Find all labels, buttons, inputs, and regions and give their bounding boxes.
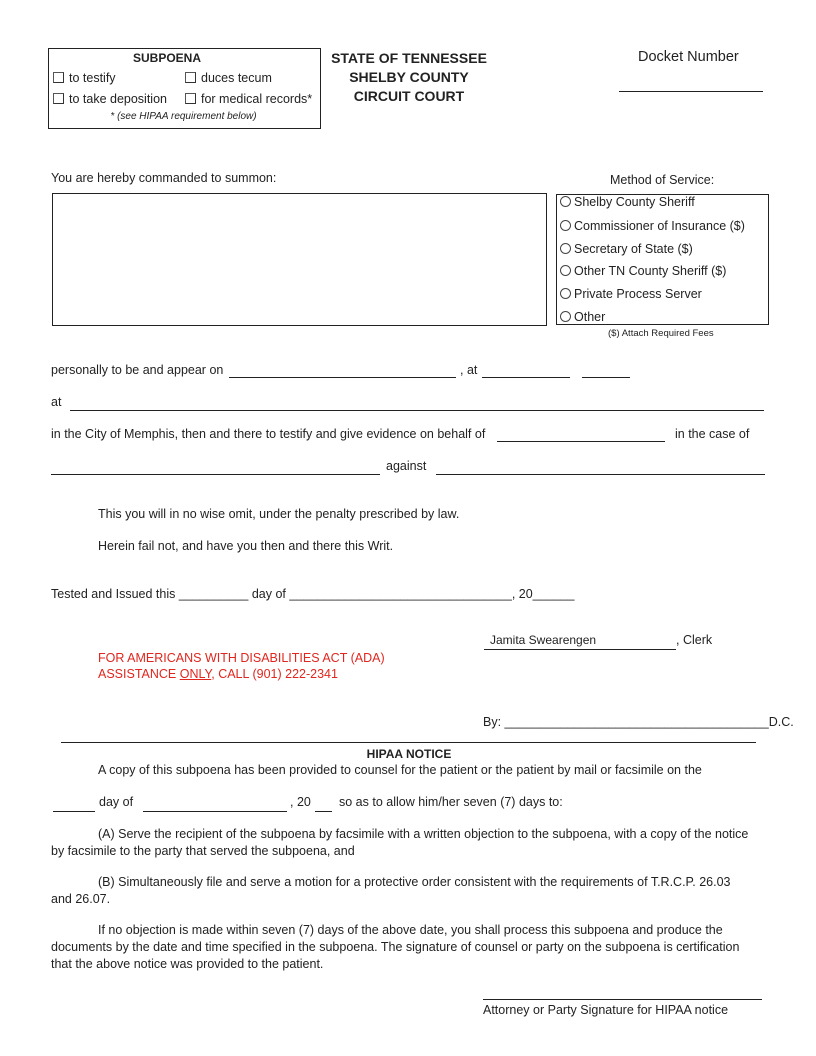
plaintiff-field[interactable] xyxy=(51,474,380,475)
to-take-deposition-checkbox[interactable] xyxy=(53,92,167,106)
ada-line2 xyxy=(98,667,338,681)
hipaa-item-b-line1: (B) Simultaneously file and serve a motion for a protective order consistent with the requirements of T.R.C.P. 26.03 xyxy=(98,875,731,889)
summon-label: You are hereby commanded to summon: xyxy=(51,171,277,185)
hipaa-notice-title: HIPAA NOTICE xyxy=(366,747,452,761)
checkbox-icon xyxy=(53,93,64,104)
omit-statement: This you will in no wise omit, under the penalty prescribed by law. xyxy=(98,507,460,521)
duces-tecum-checkbox[interactable] xyxy=(185,71,272,85)
behalf-of-field[interactable] xyxy=(497,441,665,442)
ada-phone-text: , CALL (901) 222-2341 xyxy=(211,667,338,681)
docket-number-field[interactable] xyxy=(619,91,763,92)
court-county: SHELBY COUNTY xyxy=(349,69,469,85)
radio-icon xyxy=(560,220,571,231)
clerk-suffix: , Clerk xyxy=(676,633,713,647)
service-option-other-tn-sheriff[interactable] xyxy=(560,264,726,278)
hipaa-so-as-label: so as to allow him/her seven (7) days to: xyxy=(339,795,563,809)
checkbox-icon xyxy=(53,72,64,83)
service-option-label: Other xyxy=(574,310,606,324)
hipaa-paragraph-c-line2: documents by the date and time specified in the subpoena. The signature of counsel or party on the subpoena is certification xyxy=(51,940,740,954)
to-testify-checkbox[interactable] xyxy=(53,71,116,85)
subpoena-title: SUBPOENA xyxy=(132,51,201,65)
radio-icon xyxy=(560,196,571,207)
service-option-commissioner-insurance[interactable] xyxy=(560,219,745,233)
tested-issued-line[interactable]: Tested and Issued this __________ day of ________________________________, 20______ xyxy=(51,587,575,601)
hipaa-signature-field[interactable] xyxy=(483,999,762,1000)
case-of-label: in the case of xyxy=(675,427,750,441)
service-option-shelby-sheriff[interactable] xyxy=(560,195,695,209)
clerk-name: Jamita Swearengen xyxy=(490,633,597,647)
medical-records-checkbox[interactable] xyxy=(185,92,312,106)
appear-ampm-field[interactable] xyxy=(582,377,630,378)
hipaa-year-label: , 20 xyxy=(290,795,311,809)
hipaa-item-b-line2: and 26.07. xyxy=(51,892,111,906)
service-option-private-process-server[interactable] xyxy=(560,287,702,301)
summon-recipient-box[interactable] xyxy=(52,193,547,326)
to-testify-label: to testify xyxy=(69,71,116,85)
checkbox-icon xyxy=(185,72,196,83)
ada-line1: FOR AMERICANS WITH DISABILITIES ACT (ADA) xyxy=(98,651,385,665)
ada-assistance-text: ASSISTANCE xyxy=(98,667,180,681)
deputy-clerk-signature-line[interactable]: By: ______________________________________D.C. xyxy=(483,715,794,729)
service-option-secretary-state[interactable] xyxy=(560,242,693,256)
hipaa-month-field[interactable] xyxy=(143,811,287,812)
method-of-service-box xyxy=(556,194,769,325)
clerk-name-line xyxy=(484,649,676,650)
hipaa-paragraph-1: A copy of this subpoena has been provided to counsel for the patient or the patient by mail or facsimile on the xyxy=(98,763,702,777)
hipaa-signature-label: Attorney or Party Signature for HIPAA notice xyxy=(483,1003,729,1017)
ada-only-text: ONLY xyxy=(179,667,212,681)
hipaa-day-field[interactable] xyxy=(53,811,95,812)
fees-note: ($) Attach Required Fees xyxy=(608,328,714,339)
appear-time-field[interactable] xyxy=(482,377,570,378)
checkbox-icon xyxy=(185,93,196,104)
service-option-other[interactable] xyxy=(560,310,605,324)
hipaa-requirement-note: * (see HIPAA requirement below) xyxy=(110,111,257,122)
service-option-label: Secretary of State ($) xyxy=(574,242,693,256)
against-label: against xyxy=(386,459,427,473)
service-option-label: Private Process Server xyxy=(574,287,702,301)
court-state: STATE OF TENNESSEE xyxy=(331,50,487,66)
location-at-label: at xyxy=(51,395,62,409)
method-of-service-title: Method of Service: xyxy=(610,173,715,187)
behalf-of-label: in the City of Memphis, then and there to testify and give evidence on behalf of xyxy=(51,427,486,441)
hipaa-year-field[interactable] xyxy=(315,811,332,812)
radio-icon xyxy=(560,311,571,322)
hipaa-item-a-line1: (A) Serve the recipient of the subpoena by facsimile with a written objection to the subpoena, with a copy of the notice xyxy=(98,827,749,841)
appear-on-label: personally to be and appear on xyxy=(51,363,224,377)
hipaa-day-of-label: day of xyxy=(99,795,134,809)
service-option-label: Shelby County Sheriff xyxy=(574,195,695,209)
docket-number-label: Docket Number xyxy=(638,49,739,65)
radio-icon xyxy=(560,265,571,276)
radio-icon xyxy=(560,288,571,299)
radio-icon xyxy=(560,243,571,254)
hipaa-item-a-line2: by facsimile to the party that served the subpoena, and xyxy=(51,844,355,858)
service-option-label: Commissioner of Insurance ($) xyxy=(574,219,745,233)
appear-date-field[interactable] xyxy=(229,377,456,378)
medical-records-label: for medical records* xyxy=(201,92,313,106)
defendant-field[interactable] xyxy=(436,474,765,475)
location-field[interactable] xyxy=(70,410,764,411)
fail-not-statement: Herein fail not, and have you then and there this Writ. xyxy=(98,539,394,553)
court-name: CIRCUIT COURT xyxy=(353,88,465,104)
hipaa-paragraph-c-line1: If no objection is made within seven (7) days of the above date, you shall process this subpoena and produce the xyxy=(98,923,723,937)
service-option-label: Other TN County Sheriff ($) xyxy=(574,264,727,278)
hipaa-divider xyxy=(61,742,756,743)
hipaa-paragraph-c-line3: that the above notice was provided to the patient. xyxy=(51,957,324,971)
to-take-deposition-label: to take deposition xyxy=(69,92,167,106)
appear-at-comma-label: , at xyxy=(460,363,478,377)
duces-tecum-label: duces tecum xyxy=(201,71,272,85)
